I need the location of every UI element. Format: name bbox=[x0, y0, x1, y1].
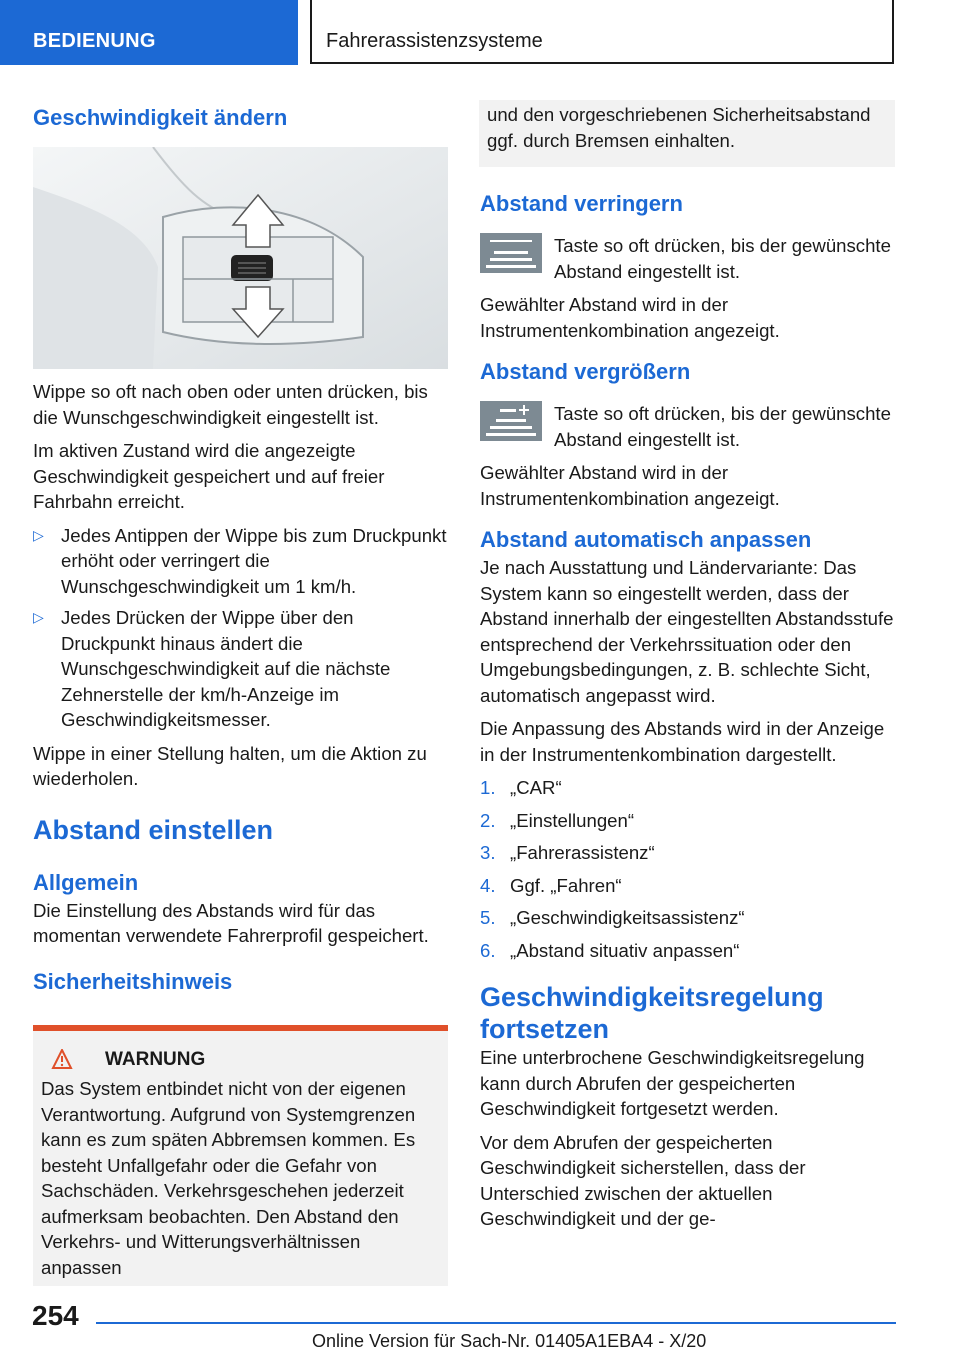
list-item: 5. „Geschwindigkeitsassistenz“ bbox=[480, 907, 745, 928]
left-column bbox=[33, 103, 448, 1286]
list-item: 2. „Einstellungen“ bbox=[480, 809, 635, 831]
heading-safety: Sicherheitshinweis bbox=[33, 968, 233, 994]
steering-rocker-photo bbox=[33, 147, 448, 369]
warning-label: WARNUNG bbox=[105, 1048, 206, 1070]
heading-resume: Geschwindigkeitsregelung fortsetzen bbox=[480, 982, 824, 1044]
triangle-right-icon: ▷ bbox=[33, 526, 44, 543]
list-item: 3. „Fahrerassistenz“ bbox=[480, 842, 655, 863]
paragraph: Die Einstellung des Abstands wird für das momentan verwendete Fahrerprofil gespeichert. bbox=[33, 899, 429, 946]
chapter-title-box bbox=[310, 0, 894, 64]
paragraph: Je nach Ausstattung und Ländervariante: Das System kann so eingestellt werden, dass der Abstand innerhalb der eingestellten Abstandsstufe entsprechend der Verkehrssituation oder den Umgebungsbedingungen, z. B. schlechte Sicht, automatisch angepasst wird. bbox=[480, 557, 894, 706]
heading-general: Allgemein bbox=[33, 869, 139, 895]
section-tab bbox=[0, 0, 298, 65]
distance-increase-icon bbox=[480, 401, 542, 441]
page-number: 254 bbox=[32, 1300, 79, 1331]
paragraph: Vor dem Abrufen der gespeicherten Geschwindigkeit sicherstellen, dass der Unterschied zwischen der aktuellen Geschwindigkeit und der ge- bbox=[480, 1131, 806, 1229]
section-label: BEDIENUNG bbox=[33, 30, 156, 52]
right-column bbox=[480, 103, 895, 1240]
heading-increase: Abstand vergrößern bbox=[480, 359, 691, 384]
paragraph: Wippe in einer Stellung halten, um die Aktion zu wiederholen. bbox=[33, 742, 427, 789]
warning-text: Das System entbindet nicht von der eigenen Verantwortung. Aufgrund von Systemgrenzen kann es zum späten Abbremsen kommen. Es besteht Unfallgefahr oder die Gefahr von Sachschäden. Verkehrsgeschehen jederzeit aufmerksam beobachten. Den Abstand den Verkehrs- und Witterungsverhältnissen anpassen bbox=[41, 1078, 416, 1278]
heading-speed: Geschwindigkeit ändern bbox=[33, 105, 288, 130]
heading-auto: Abstand automatisch anpassen bbox=[480, 527, 812, 552]
warning-box bbox=[33, 1025, 448, 1287]
heading-distance: Abstand einstellen bbox=[33, 814, 274, 845]
paragraph: Im aktiven Zustand wird die angezeigte Geschwindigkeit gespeichert und auf freier Fahrbahn erreicht. bbox=[33, 440, 385, 512]
distance-decrease-icon bbox=[480, 233, 542, 273]
list-item: ▷ Jedes Drücken der Wippe über den Druckpunkt hinaus ändert die Wunschgeschwindigkeit auf die nächste Zehnerstelle der km/h-Anzeige im Geschwindigkeitsmesser. bbox=[33, 607, 391, 730]
list-item: 6. „Abstand situativ anpassen“ bbox=[480, 939, 740, 961]
paragraph: Gewählter Abstand wird in der Instrumentenkombination angezeigt. bbox=[480, 462, 780, 509]
paragraph: Wippe so oft nach oben oder unten drücken, bis die Wunschgeschwindigkeit eingestellt ist. bbox=[33, 381, 428, 428]
list-item: 1. „CAR“ bbox=[480, 777, 562, 798]
list-item: 4. Ggf. „Fahren“ bbox=[480, 874, 622, 896]
footer-online-version: Online Version für Sach-Nr. 01405A1EBA4 - X/20 bbox=[312, 1331, 707, 1351]
paragraph: Eine unterbrochene Geschwindigkeitsregelung kann durch Abrufen der gespeicherten Geschwindigkeit fortgesetzt werden. bbox=[480, 1047, 865, 1119]
bullet-list bbox=[33, 523, 448, 733]
heading-decrease: Abstand verringern bbox=[480, 191, 683, 216]
paragraph: Gewählter Abstand wird in der Instrumentenkombination angezeigt. bbox=[480, 294, 780, 341]
steps-list bbox=[480, 775, 895, 963]
footer-divider bbox=[96, 1322, 896, 1324]
increase-text: Taste so oft drücken, bis der gewünschte Abstand eingestellt ist. bbox=[554, 403, 891, 450]
list-item: ▷ Jedes Antippen der Wippe bis zum Druckpunkt erhöht oder verringert die Wunschgeschwindigkeit um 1 km/h. bbox=[33, 524, 447, 597]
triangle-right-icon: ▷ bbox=[33, 609, 44, 625]
decrease-text: Taste so oft drücken, bis der gewünschte Abstand eingestellt ist. bbox=[554, 235, 891, 282]
warning-continuation: und den vorgeschriebenen Sicherheitsabstand ggf. durch Bremsen einhalten. bbox=[479, 100, 895, 167]
chapter-title: Fahrerassistenzsysteme bbox=[326, 30, 543, 52]
warning-triangle-icon bbox=[41, 1049, 83, 1069]
paragraph: Die Anpassung des Abstands wird in der Anzeige in der Instrumentenkombination dargestellt. bbox=[480, 718, 885, 765]
